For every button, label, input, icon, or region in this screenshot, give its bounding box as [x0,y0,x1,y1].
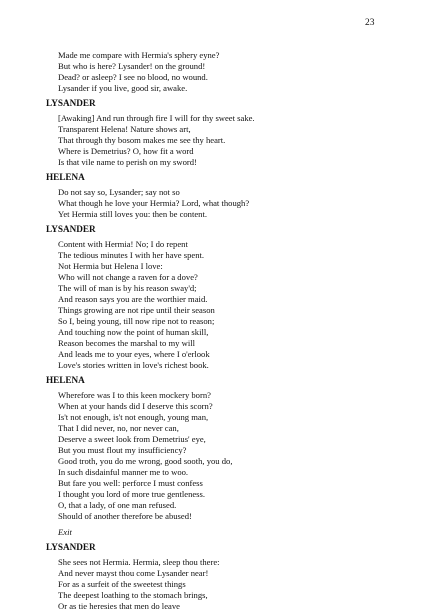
verse-line: The will of man is by his reason sway'd; [58,283,197,293]
verse-line: Deserve a sweet look from Demetrius' eye, [58,434,206,444]
script-text [46,50,386,616]
speech-block [46,390,386,522]
verse-line: O, that a lady, of one man refused. [58,500,177,510]
verse-line: For as a surfeit of the sweetest things [58,579,186,589]
verse-line: Do not say so, Lysander; say not so [58,187,180,197]
verse-line: Not Hermia but Helena I love: [58,261,163,271]
speaker-name: LYSANDER [46,542,96,552]
speech-block [46,187,386,220]
verse-line: Yet Hermia still loves you: then be content. [58,209,208,219]
verse-line: In such disdainful manner me to woo. [58,467,189,477]
verse-line: Reason becomes the marshal to my will [58,338,195,348]
speaker-name: HELENA [46,172,85,182]
verse-line: She sees not Hermia. Hermia, sleep thou there: [58,557,220,567]
verse-line: When at your hands did I deserve this scorn? [58,401,213,411]
verse-line: And touching now the point of human skill, [58,327,209,337]
verse-line: And leads me to your eyes, where I o'erlook [58,349,210,359]
verse-line: Should of another therefore be abused! [58,511,192,521]
stage-direction: Exit [58,527,72,537]
speech-block [46,239,386,371]
verse-line: Is that vile name to perish on my sword! [58,157,197,167]
verse-line: But fare you well: perforce I must confess [58,478,203,488]
verse-line: Where is Demetrius? O, how fit a word [58,146,194,156]
verse-line: Who will not change a raven for a dove? [58,272,198,282]
verse-line: The tedious minutes I with her have spent. [58,250,205,260]
verse-line: Things growing are not ripe until their season [58,305,215,315]
verse-line: I thought you lord of more true gentleness. [58,489,206,499]
verse-line: But you must flout my insufficiency? [58,445,187,455]
verse-line: That I did never, no, nor never can, [58,423,179,433]
verse-line: Made me compare with Hermia's sphery eyne? [58,50,220,60]
speaker-name: LYSANDER [46,224,96,234]
speaker-name: LYSANDER [46,98,96,108]
verse-line: Good troth, you do me wrong, good sooth, you do, [58,456,233,466]
verse-line: Dead? or asleep? I see no blood, no wound. [58,72,208,82]
verse-line: But who is here? Lysander! on the ground! [58,61,206,71]
verse-line: Content with Hermia! No; I do repent [58,239,188,249]
verse-line: Lysander if you live, good sir, awake. [58,83,188,93]
verse-line: Transparent Helena! Nature shows art, [58,124,191,134]
verse-line: Wherefore was I to this keen mockery born? [58,390,211,400]
verse-line: [Awaking] And run through fire I will for thy sweet sake. [58,113,255,123]
speech-block [46,557,386,612]
speech-block [46,113,386,168]
verse-line: What though he love your Hermia? Lord, what though? [58,198,250,208]
speaker-name: HELENA [46,375,85,385]
verse-line: Or as tie heresies that men do leave [58,601,180,611]
speech-block [46,50,386,94]
verse-line: That through thy bosom makes me see thy heart. [58,135,226,145]
verse-line: Is't not enough, is't not enough, young man, [58,412,209,422]
verse-line: The deepest loathing to the stomach brings, [58,590,208,600]
verse-line: Love's stories written in love's richest book. [58,360,209,370]
page-number: 23 [365,18,375,28]
verse-line: And never mayst thou come Lysander near! [58,568,209,578]
verse-line: And reason says you are the worthier maid. [58,294,208,304]
verse-line: So I, being young, till now ripe not to reason; [58,316,215,326]
